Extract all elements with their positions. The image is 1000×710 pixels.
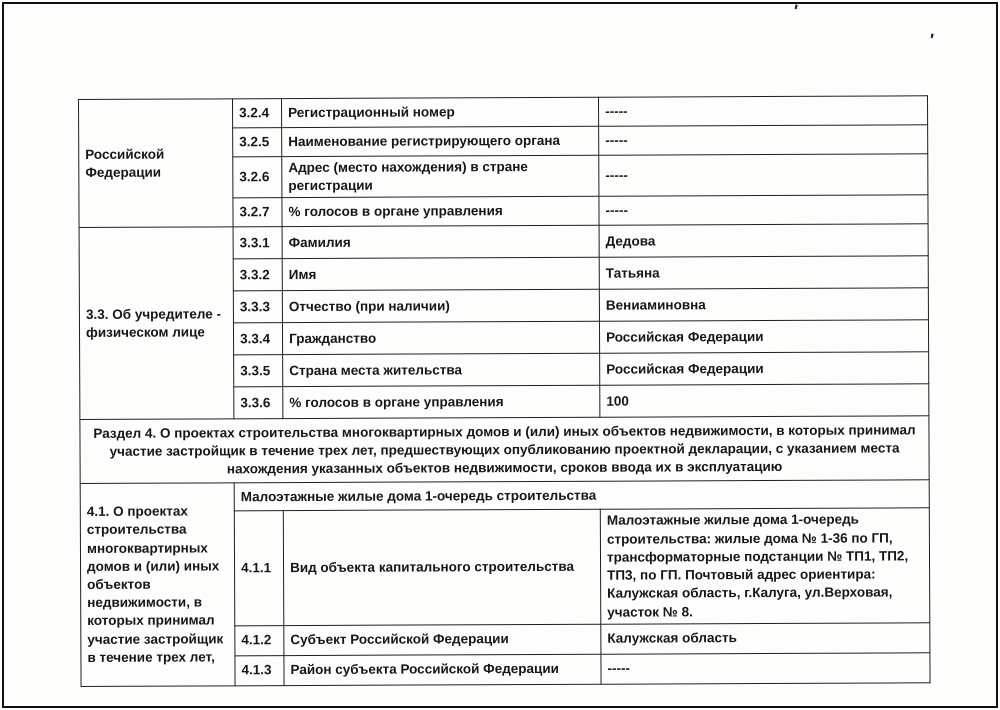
row-number: 3.2.6 [233,157,282,199]
row-label: Регистрационный номер [282,97,599,127]
row-label: Страна места жительства [283,354,600,387]
table-row [79,96,928,129]
row-value: Калужская область [601,623,930,654]
row-number: 3.2.5 [233,128,282,157]
row-number: 3.2.7 [233,198,282,227]
row-group-label: Российской Федерации [79,99,234,228]
row-value: ----- [599,195,928,225]
row-value: Дедова [599,224,928,257]
row-group-label: 4.1. О проектах строительства многоквартирных домов и (или) иных объектов недвижимости, в которых принимал участие застройщик в течение трех лет, [80,483,235,686]
row-label: Фамилия [282,226,599,259]
row-value: ----- [599,154,928,197]
row-label: % голосов в органе управления [282,197,599,227]
row-label: Отчество (при наличии) [282,290,599,323]
row-value: ----- [599,125,928,155]
row-number: 3.3.3 [233,291,282,323]
row-number: 4.1.3 [235,655,284,685]
row-label: Наименование регистрирующего органа [282,126,599,156]
row-value: ----- [598,96,927,126]
row-value: Российская Федерации [599,320,928,353]
row-value: Татьяна [599,256,928,289]
scan-artifact-mark: ' [791,0,800,22]
row-number: 3.3.1 [233,227,282,259]
row-label: Вид объекта капитального строительства [283,510,600,626]
row-value: 100 [600,384,929,417]
table-row [80,480,929,512]
table-row [79,224,928,260]
row-number: 3.3.2 [233,259,282,291]
row-label: Гражданство [282,322,599,355]
row-number: 4.1.1 [234,511,283,626]
row-label: % голосов в органе управления [283,386,600,419]
row-value: Российская Федерации [600,352,929,385]
section-header: Раздел 4. О проектах строительства многоквартирных домов и (или) иных объектов недвижимости, в которых принимал участие застройщик в течение трех лет, предшествующих опубликованию проектной декларации, с указанием места нахождения указанных объектов недвижимости, сроков ввода их в эксплуатацию [80,416,929,484]
project-subheader: Малоэтажные жилые дома 1-очередь строительства [234,480,929,511]
row-value: ----- [601,653,930,684]
row-number: 3.3.5 [234,355,283,387]
section-header-row [80,416,929,484]
row-number: 4.1.2 [235,625,284,655]
row-group-label: 3.3. Об учредителе - физическом лице [79,227,234,420]
row-label: Район субъекта Российской Федерации [284,654,601,685]
row-label: Имя [282,258,599,291]
row-label: Субъект Российской Федерации [284,624,601,655]
scan-artifact-mark: ' [927,29,936,51]
row-label: Адрес (место нахождения) в стране регистрации [282,155,599,198]
row-value: Вениаминовна [599,288,928,321]
row-number: 3.2.4 [233,99,282,128]
row-number: 3.3.4 [233,323,282,355]
declaration-table [78,95,931,686]
row-number: 3.3.6 [234,387,283,419]
row-value: Малоэтажные жилые дома 1-очередь строительства: жилые дома № 1-36 по ГП, трансформаторные подстанции № ТП1, ТП2, ТП3, по ГП. Почтовый адрес ориентира: Калужская область, г.Калуга, ул.Верховая, участок № 8. [600,508,929,624]
declaration-table-wrap [78,95,930,686]
